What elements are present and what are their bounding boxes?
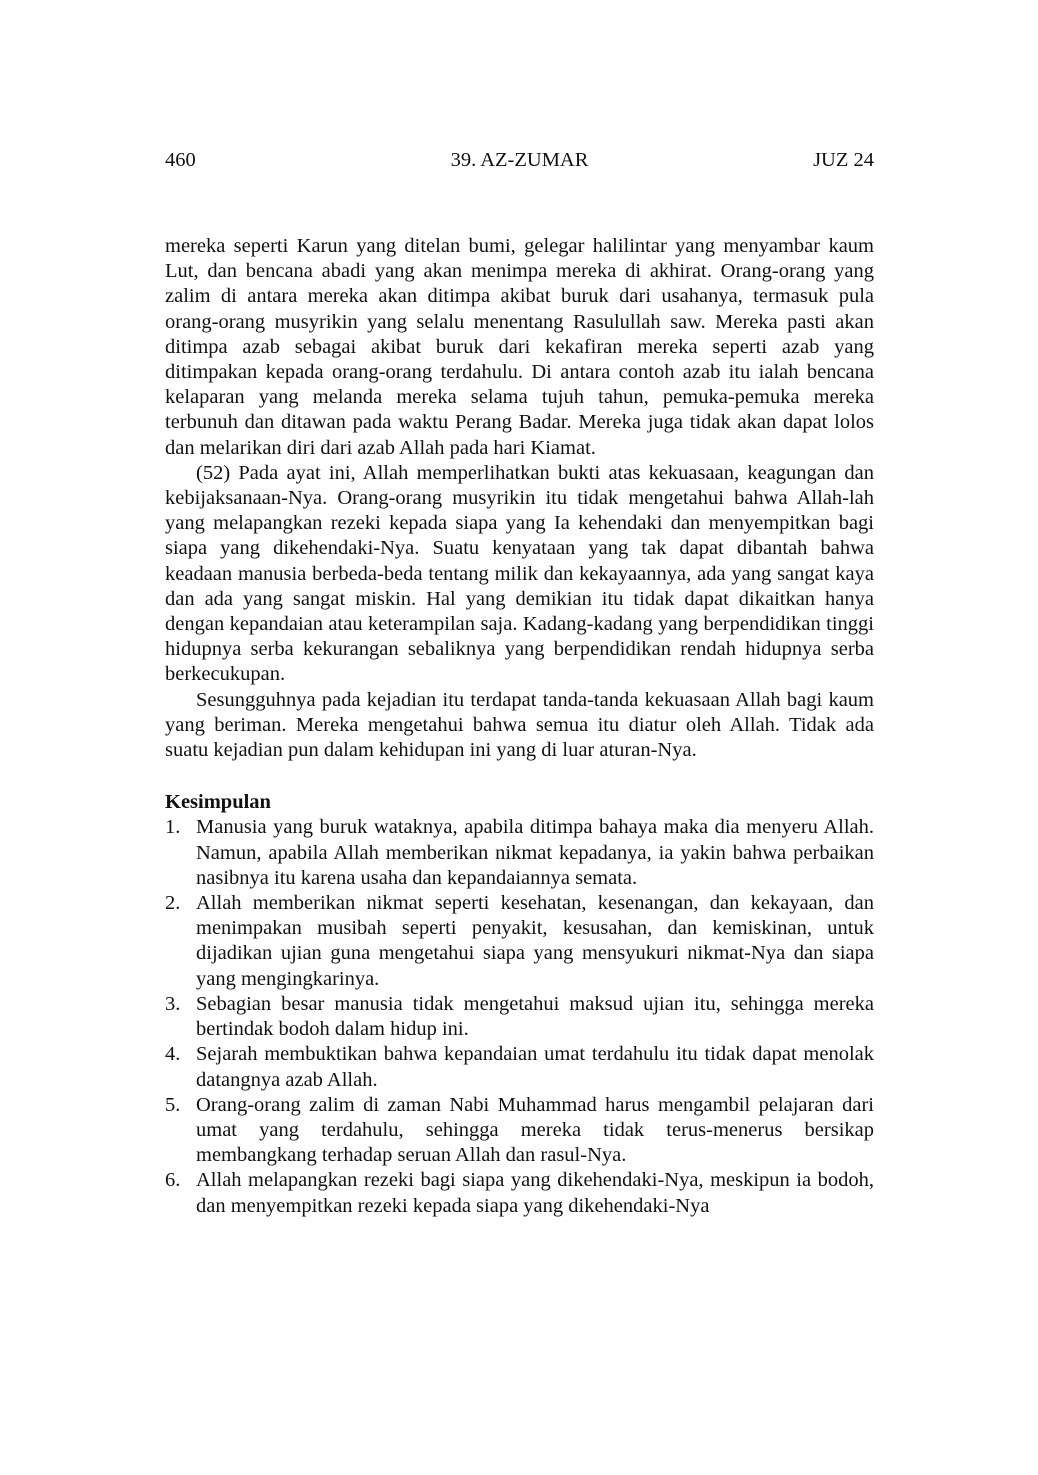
body-paragraph: Sesungguhnya pada kejadian itu terdapat tanda-tanda kekuasaan Allah bagi kaum yang beriman. Mereka mengetahui bahwa semua itu diatur oleh Allah. Tidak ada suatu kejadian pun dalam kehidupan ini yang di luar aturan-Nya. bbox=[165, 688, 874, 762]
conclusion-heading: Kesimpulan bbox=[165, 791, 271, 814]
list-item-number: 5. bbox=[165, 1093, 181, 1116]
body-paragraph: (52) Pada ayat ini, Allah memperlihatkan bukti atas kekuasaan, keagungan dan kebijaksanaan-Nya. Orang-orang musyrikin itu tidak mengetahui bahwa Allah-lah yang melapangkan rezeki kepada siapa yang Ia kehendaki dan menyempitkan bagi siapa yang dikehendaki-Nya. Suatu kenyataan yang tak dapat dibantah bahwa keadaan manusia berbeda-beda tentang milik dan kekayaannya, ada yang sangat kaya dan ada yang sangat miskin. Hal yang demikian itu tidak dapat dikaitkan hanya dengan kepandaian atau keterampilan saja. Kadang-kadang yang berpendidikan tinggi hidupnya serba kekurangan sebaliknya yang berpendidikan rendah hidupnya serba berkecukupan. bbox=[165, 461, 874, 686]
list-item bbox=[165, 891, 874, 992]
list-item bbox=[165, 815, 874, 891]
list-item bbox=[165, 992, 874, 1042]
running-header bbox=[165, 146, 874, 174]
list-item-number: 3. bbox=[165, 992, 181, 1015]
body-paragraph: mereka seperti Karun yang ditelan bumi, gelegar halilintar yang menyambar kaum Lut, dan bencana abadi yang akan menimpa mereka di akhirat. Orang-orang yang zalim di antara mereka akan ditimpa akibat buruk dari usahanya, termasuk pula orang-orang musyrikin yang selalu menentang Rasulullah saw. Mereka pasti akan ditimpa azab sebagai akibat buruk dari kekafiran mereka seperti azab yang ditimpakan kepada orang-orang terdahulu. Di antara contoh azab itu ialah bencana kelaparan yang melanda mereka selama tujuh tahun, pemuka-pemuka mereka terbunuh dan ditawan pada waktu Perang Badar. Mereka juga tidak akan dapat lolos dan melarikan diri dari azab Allah pada hari Kiamat. bbox=[165, 235, 874, 459]
chapter-title: 39. AZ-ZUMAR bbox=[450, 149, 589, 171]
list-item-number: 6. bbox=[165, 1169, 181, 1192]
list-item-text: Allah memberikan nikmat seperti kesehatan, kesenangan, dan kekayaan, dan menimpakan musibah seperti penyakit, kesusahan, dan kemiskinan, untuk dijadikan ujian guna mengetahui siapa yang mensyukuri nikmat-Nya dan siapa yang mengingkarinya. bbox=[196, 892, 874, 990]
juz-label: JUZ 24 bbox=[813, 149, 874, 171]
list-item-text: Allah melapangkan rezeki bagi siapa yang dikehendaki-Nya, meskipun ia bodoh, dan menyempitkan rezeki kepada siapa yang dikehendaki-Nya bbox=[196, 1169, 874, 1217]
list-item-number: 2. bbox=[165, 892, 181, 915]
list-item-number: 1. bbox=[165, 816, 181, 839]
list-item bbox=[165, 1093, 874, 1169]
conclusion-list bbox=[165, 815, 874, 1218]
page-number: 460 bbox=[165, 149, 196, 171]
list-item bbox=[165, 1042, 874, 1092]
list-item bbox=[165, 1168, 874, 1218]
page-body bbox=[165, 234, 874, 1219]
list-item-number: 4. bbox=[165, 1043, 181, 1066]
list-item-text: Orang-orang zalim di zaman Nabi Muhammad harus mengambil pelajaran dari umat yang terdahulu, sehingga mereka tidak terus-menerus bersikap membangkang terhadap seruan Allah dan rasul-Nya. bbox=[196, 1093, 874, 1167]
list-item-text: Manusia yang buruk wataknya, apabila ditimpa bahaya maka dia menyeru Allah. Namun, apabila Allah memberikan nikmat kepadanya, ia yakin bahwa perbaikan nasibnya itu karena usaha dan kepandaiannya semata. bbox=[196, 816, 874, 889]
list-item-text: Sebagian besar manusia tidak mengetahui maksud ujian itu, sehingga mereka bertindak bodoh dalam hidup ini. bbox=[196, 992, 874, 1041]
list-item-text: Sejarah membuktikan bahwa kepandaian umat terdahulu itu tidak dapat menolak datangnya azab Allah. bbox=[196, 1043, 874, 1091]
